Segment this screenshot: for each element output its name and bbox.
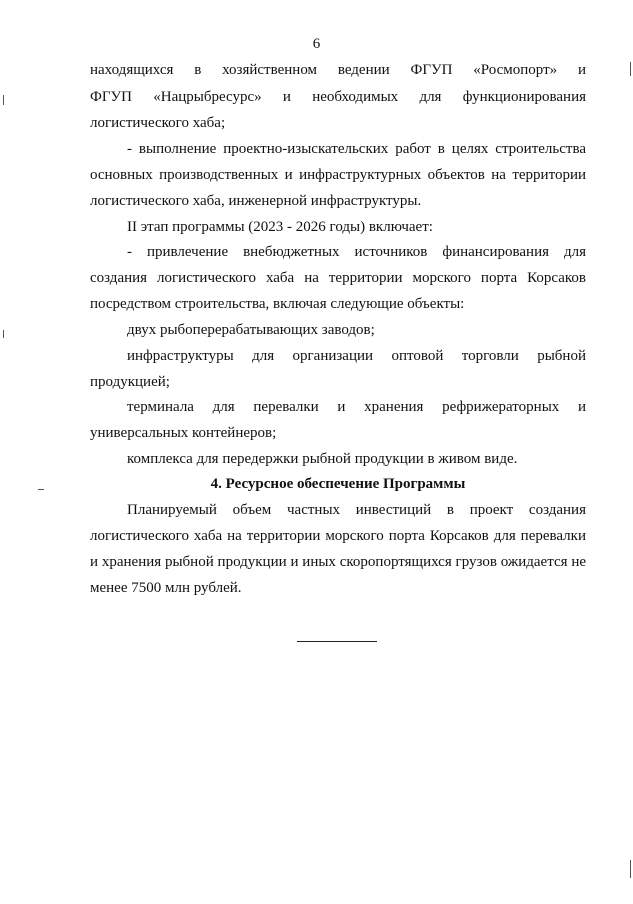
- text-line: и хранения рыбной продукции и иных скоропортящихся грузов ожидается не: [90, 554, 586, 570]
- scan-speck: [630, 62, 631, 76]
- text-line: инфраструктуры для организации оптовой торговли рыбной: [127, 348, 586, 364]
- text-line: - привлечение внебюджетных источников финансирования для: [127, 244, 586, 260]
- text-line: универсальных контейнеров;: [90, 425, 277, 441]
- end-rule: [297, 641, 377, 642]
- scan-speck: [630, 860, 631, 878]
- text-line: находящихся в хозяйственном ведении ФГУП «Росмопорт» и: [90, 62, 586, 78]
- scan-speck: [3, 330, 4, 338]
- text-line: комплекса для передержки рыбной продукции в живом виде.: [127, 451, 518, 467]
- text-line: создания логистического хаба на территории морского порта Корсаков: [90, 270, 586, 286]
- page-number: 6: [312, 36, 321, 52]
- text-line: двух рыбоперерабатывающих заводов;: [127, 322, 375, 338]
- text-line: Планируемый объем частных инвестиций в проект создания: [127, 502, 586, 518]
- text-line: II этап программы (2023 - 2026 годы) включает:: [127, 219, 433, 235]
- text-line: ФГУП «Нацрыбресурс» и необходимых для функционирования: [90, 89, 586, 105]
- text-line: продукцией;: [90, 374, 170, 390]
- section-heading: 4. Ресурсное обеспечение Программы: [210, 476, 466, 492]
- text-line: логистического хаба на территории морского порта Корсаков для перевалки: [90, 528, 586, 544]
- text-line: посредством строительства, включая следующие объекты:: [90, 296, 465, 312]
- text-line: логистического хаба, инженерной инфраструктуры.: [90, 193, 422, 209]
- text-line: логистического хаба;: [90, 115, 226, 131]
- text-line: основных производственных и инфраструктурных объектов на территории: [90, 167, 586, 183]
- scan-speck: [38, 489, 44, 490]
- text-line: терминала для перевалки и хранения рефрижераторных и: [127, 399, 586, 415]
- scan-speck: [3, 95, 4, 105]
- text-line: - выполнение проектно-изыскательских работ в целях строительства: [127, 141, 586, 157]
- text-line: менее 7500 млн рублей.: [90, 580, 242, 596]
